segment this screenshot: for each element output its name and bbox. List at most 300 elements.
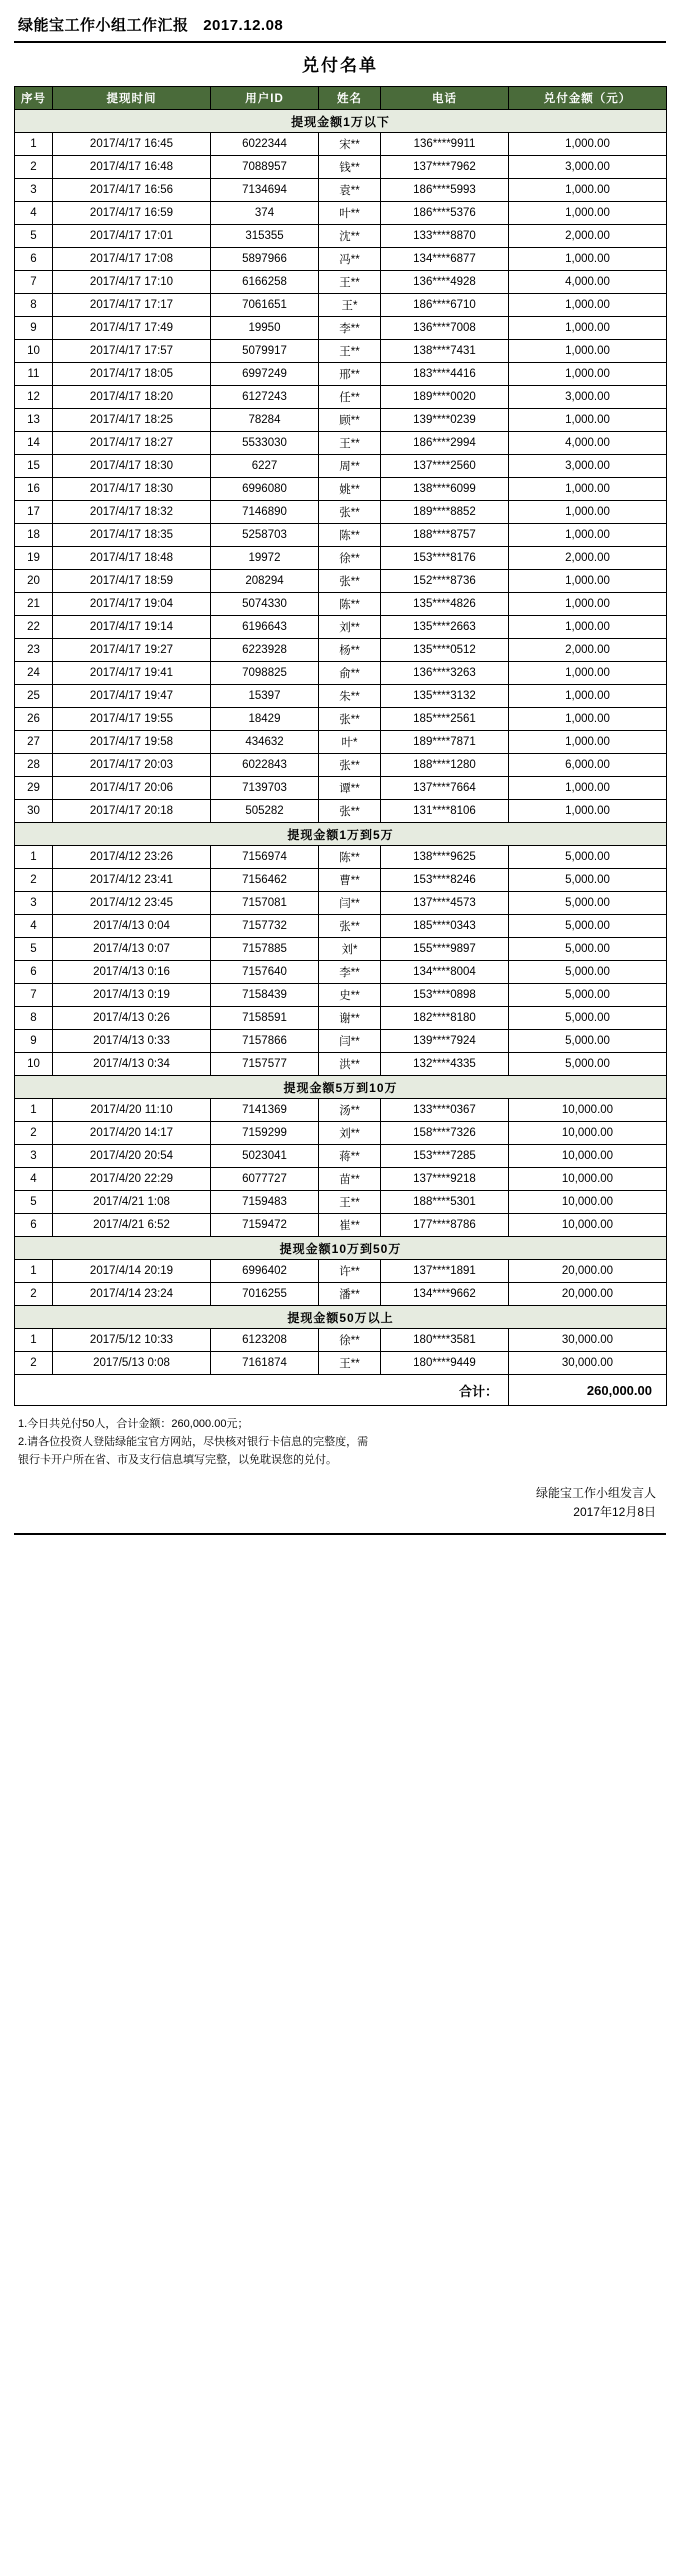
table-row	[15, 777, 667, 800]
row-index: 27	[15, 731, 53, 754]
row-index: 2	[15, 156, 53, 179]
row-index: 8	[15, 1007, 53, 1030]
row-time: 2017/4/17 18:30	[53, 478, 211, 501]
table-row	[15, 662, 667, 685]
row-time: 2017/4/17 17:08	[53, 248, 211, 271]
row-amount: 3,000.00	[509, 386, 667, 409]
row-index: 25	[15, 685, 53, 708]
row-time: 2017/4/17 19:58	[53, 731, 211, 754]
row-userid: 6166258	[211, 271, 319, 294]
row-index: 4	[15, 1168, 53, 1191]
row-userid: 7157732	[211, 915, 319, 938]
table-row	[15, 1283, 667, 1306]
row-time: 2017/4/12 23:45	[53, 892, 211, 915]
row-time: 2017/4/17 16:45	[53, 133, 211, 156]
row-index: 10	[15, 1053, 53, 1076]
table-row	[15, 340, 667, 363]
row-name: 沈**	[319, 225, 381, 248]
row-amount: 1,000.00	[509, 616, 667, 639]
table-row	[15, 1145, 667, 1168]
table-row	[15, 869, 667, 892]
table-row	[15, 409, 667, 432]
signature-date: 2017年12月8日	[573, 1505, 656, 1520]
row-time: 2017/4/17 19:04	[53, 593, 211, 616]
row-phone: 138****6099	[381, 478, 509, 501]
row-amount: 1,000.00	[509, 179, 667, 202]
table-row	[15, 1099, 667, 1122]
row-userid: 5533030	[211, 432, 319, 455]
row-amount: 1,000.00	[509, 133, 667, 156]
row-index: 17	[15, 501, 53, 524]
footer-divider	[14, 1533, 666, 1535]
table-row	[15, 179, 667, 202]
row-index: 2	[15, 869, 53, 892]
table-row	[15, 202, 667, 225]
row-userid: 7157866	[211, 1030, 319, 1053]
table-row	[15, 685, 667, 708]
row-phone: 183****4416	[381, 363, 509, 386]
row-time: 2017/4/17 17:49	[53, 317, 211, 340]
row-time: 2017/4/20 14:17	[53, 1122, 211, 1145]
row-userid: 434632	[211, 731, 319, 754]
table-row	[15, 570, 667, 593]
table-row	[15, 708, 667, 731]
row-time: 2017/4/20 22:29	[53, 1168, 211, 1191]
row-phone: 136****4928	[381, 271, 509, 294]
row-userid: 7157885	[211, 938, 319, 961]
row-amount: 10,000.00	[509, 1099, 667, 1122]
page-title: 兑付名单	[302, 56, 378, 75]
table-row	[15, 524, 667, 547]
row-index: 24	[15, 662, 53, 685]
row-userid: 6022344	[211, 133, 319, 156]
table-row	[15, 593, 667, 616]
section-label: 提现金额5万到10万	[15, 1076, 667, 1099]
row-time: 2017/4/14 20:19	[53, 1260, 211, 1283]
row-userid: 7161874	[211, 1352, 319, 1375]
table-header-row	[15, 87, 667, 110]
row-time: 2017/4/17 17:17	[53, 294, 211, 317]
row-phone: 131****8106	[381, 800, 509, 823]
row-time: 2017/4/21 1:08	[53, 1191, 211, 1214]
row-index: 30	[15, 800, 53, 823]
row-amount: 2,000.00	[509, 547, 667, 570]
row-time: 2017/4/13 0:16	[53, 961, 211, 984]
table-row	[15, 1007, 667, 1030]
row-index: 26	[15, 708, 53, 731]
header-divider	[14, 41, 666, 43]
row-phone: 137****1891	[381, 1260, 509, 1283]
row-amount: 1,000.00	[509, 777, 667, 800]
table-row	[15, 639, 667, 662]
table-row	[15, 1214, 667, 1237]
row-phone: 133****8870	[381, 225, 509, 248]
row-amount: 10,000.00	[509, 1145, 667, 1168]
row-phone: 134****8004	[381, 961, 509, 984]
row-name: 杨**	[319, 639, 381, 662]
row-phone: 134****9662	[381, 1283, 509, 1306]
row-index: 12	[15, 386, 53, 409]
row-name: 朱**	[319, 685, 381, 708]
row-phone: 180****3581	[381, 1329, 509, 1352]
row-amount: 3,000.00	[509, 455, 667, 478]
row-phone: 136****7008	[381, 317, 509, 340]
row-time: 2017/4/17 18:30	[53, 455, 211, 478]
row-phone: 135****2663	[381, 616, 509, 639]
row-name: 张**	[319, 570, 381, 593]
row-name: 王*	[319, 294, 381, 317]
row-amount: 3,000.00	[509, 156, 667, 179]
row-time: 2017/4/17 17:57	[53, 340, 211, 363]
row-userid: 7158591	[211, 1007, 319, 1030]
row-time: 2017/4/17 16:56	[53, 179, 211, 202]
row-amount: 1,000.00	[509, 340, 667, 363]
section-header-row	[15, 1237, 667, 1260]
row-phone: 186****5993	[381, 179, 509, 202]
table-row	[15, 1053, 667, 1076]
row-name: 顾**	[319, 409, 381, 432]
row-amount: 4,000.00	[509, 271, 667, 294]
row-phone: 186****5376	[381, 202, 509, 225]
row-index: 8	[15, 294, 53, 317]
row-phone: 186****6710	[381, 294, 509, 317]
row-time: 2017/4/17 19:55	[53, 708, 211, 731]
row-userid: 7157577	[211, 1053, 319, 1076]
row-time: 2017/4/13 0:04	[53, 915, 211, 938]
table-row	[15, 478, 667, 501]
row-time: 2017/4/13 0:19	[53, 984, 211, 1007]
table-row	[15, 455, 667, 478]
table-row	[15, 432, 667, 455]
row-amount: 1,000.00	[509, 409, 667, 432]
document-header	[14, 10, 666, 41]
row-userid: 315355	[211, 225, 319, 248]
row-userid: 7157640	[211, 961, 319, 984]
row-name: 闫**	[319, 1030, 381, 1053]
signature-org: 绿能宝工作小组发言人	[535, 1486, 656, 1501]
row-amount: 1,000.00	[509, 731, 667, 754]
row-phone: 135****4826	[381, 593, 509, 616]
row-userid: 6223928	[211, 639, 319, 662]
table-row	[15, 1260, 667, 1283]
row-index: 11	[15, 363, 53, 386]
row-userid: 7159483	[211, 1191, 319, 1214]
row-name: 苗**	[319, 1168, 381, 1191]
row-time: 2017/4/12 23:41	[53, 869, 211, 892]
table-row	[15, 363, 667, 386]
row-phone: 137****2560	[381, 455, 509, 478]
row-userid: 6123208	[211, 1329, 319, 1352]
row-name: 刘**	[319, 1122, 381, 1145]
row-amount: 5,000.00	[509, 869, 667, 892]
row-time: 2017/4/17 18:25	[53, 409, 211, 432]
row-index: 5	[15, 1191, 53, 1214]
row-time: 2017/4/17 18:59	[53, 570, 211, 593]
row-index: 14	[15, 432, 53, 455]
note-line-1: 1.今日共兑付50人，合计金额：260,000.00元；	[18, 1418, 249, 1430]
row-time: 2017/4/13 0:26	[53, 1007, 211, 1030]
row-name: 陈**	[319, 593, 381, 616]
table-row	[15, 754, 667, 777]
table-row	[15, 1122, 667, 1145]
row-time: 2017/4/17 16:59	[53, 202, 211, 225]
section-header-row	[15, 110, 667, 133]
row-name: 冯**	[319, 248, 381, 271]
row-phone: 153****8246	[381, 869, 509, 892]
row-name: 崔**	[319, 1214, 381, 1237]
row-index: 3	[15, 1145, 53, 1168]
row-name: 任**	[319, 386, 381, 409]
table-row	[15, 1030, 667, 1053]
row-name: 刘**	[319, 616, 381, 639]
total-label: 合计：	[15, 1375, 509, 1406]
row-userid: 6077727	[211, 1168, 319, 1191]
row-userid: 7157081	[211, 892, 319, 915]
table-row	[15, 501, 667, 524]
row-name: 闫**	[319, 892, 381, 915]
row-index: 7	[15, 984, 53, 1007]
row-index: 2	[15, 1122, 53, 1145]
row-time: 2017/4/17 19:47	[53, 685, 211, 708]
row-time: 2017/4/17 19:14	[53, 616, 211, 639]
row-index: 2	[15, 1352, 53, 1375]
table-row	[15, 1191, 667, 1214]
row-name: 李**	[319, 961, 381, 984]
row-phone: 139****0239	[381, 409, 509, 432]
row-phone: 134****6877	[381, 248, 509, 271]
row-time: 2017/4/13 0:07	[53, 938, 211, 961]
row-phone: 136****9911	[381, 133, 509, 156]
row-name: 徐**	[319, 547, 381, 570]
row-name: 王**	[319, 1191, 381, 1214]
row-userid: 7098825	[211, 662, 319, 685]
row-name: 王**	[319, 271, 381, 294]
table-row	[15, 1352, 667, 1375]
row-index: 6	[15, 248, 53, 271]
row-userid: 7016255	[211, 1283, 319, 1306]
row-phone: 137****7962	[381, 156, 509, 179]
row-time: 2017/4/17 18:48	[53, 547, 211, 570]
row-name: 宋**	[319, 133, 381, 156]
table-row	[15, 961, 667, 984]
row-phone: 153****8176	[381, 547, 509, 570]
row-amount: 5,000.00	[509, 984, 667, 1007]
row-name: 史**	[319, 984, 381, 1007]
row-userid: 505282	[211, 800, 319, 823]
row-phone: 189****7871	[381, 731, 509, 754]
row-userid: 6022843	[211, 754, 319, 777]
table-row	[15, 386, 667, 409]
table-row	[15, 938, 667, 961]
row-userid: 7158439	[211, 984, 319, 1007]
row-userid: 5897966	[211, 248, 319, 271]
row-time: 2017/4/17 17:01	[53, 225, 211, 248]
row-phone: 138****7431	[381, 340, 509, 363]
note-line-3: 银行卡开户所在省、市及支行信息填写完整，以免耽误您的兑付。	[18, 1454, 337, 1467]
row-index: 1	[15, 846, 53, 869]
table-row	[15, 984, 667, 1007]
row-userid: 6227	[211, 455, 319, 478]
row-phone: 188****1280	[381, 754, 509, 777]
row-name: 张**	[319, 754, 381, 777]
table-row	[15, 156, 667, 179]
row-time: 2017/4/20 11:10	[53, 1099, 211, 1122]
row-index: 21	[15, 593, 53, 616]
row-userid: 7159472	[211, 1214, 319, 1237]
row-amount: 5,000.00	[509, 1053, 667, 1076]
row-amount: 1,000.00	[509, 317, 667, 340]
row-amount: 1,000.00	[509, 501, 667, 524]
row-name: 邢**	[319, 363, 381, 386]
row-name: 汤**	[319, 1099, 381, 1122]
row-phone: 158****7326	[381, 1122, 509, 1145]
table-row	[15, 271, 667, 294]
row-index: 22	[15, 616, 53, 639]
row-time: 2017/4/13 0:34	[53, 1053, 211, 1076]
row-amount: 10,000.00	[509, 1214, 667, 1237]
row-phone: 135****0512	[381, 639, 509, 662]
table-row	[15, 892, 667, 915]
row-time: 2017/4/17 20:18	[53, 800, 211, 823]
table-row	[15, 317, 667, 340]
row-amount: 10,000.00	[509, 1168, 667, 1191]
total-value: 260,000.00	[509, 1375, 667, 1406]
row-time: 2017/4/17 19:41	[53, 662, 211, 685]
row-phone: 185****0343	[381, 915, 509, 938]
row-amount: 1,000.00	[509, 363, 667, 386]
row-userid: 7088957	[211, 156, 319, 179]
table-row	[15, 731, 667, 754]
row-phone: 180****9449	[381, 1352, 509, 1375]
row-name: 周**	[319, 455, 381, 478]
row-time: 2017/4/17 18:27	[53, 432, 211, 455]
row-index: 9	[15, 317, 53, 340]
column-header-phone: 电话	[381, 87, 509, 110]
row-name: 王**	[319, 1352, 381, 1375]
row-amount: 5,000.00	[509, 1030, 667, 1053]
row-index: 16	[15, 478, 53, 501]
row-phone: 137****7664	[381, 777, 509, 800]
column-header-amount: 兑付金额（元）	[509, 87, 667, 110]
payout-table	[14, 86, 667, 1406]
column-header-time: 提现时间	[53, 87, 211, 110]
row-name: 陈**	[319, 524, 381, 547]
row-index: 5	[15, 938, 53, 961]
row-amount: 1,000.00	[509, 800, 667, 823]
row-name: 张**	[319, 915, 381, 938]
row-index: 4	[15, 202, 53, 225]
row-amount: 1,000.00	[509, 593, 667, 616]
row-amount: 10,000.00	[509, 1122, 667, 1145]
row-userid: 5258703	[211, 524, 319, 547]
row-amount: 10,000.00	[509, 1191, 667, 1214]
row-userid: 18429	[211, 708, 319, 731]
row-name: 蒋**	[319, 1145, 381, 1168]
row-phone: 188****8757	[381, 524, 509, 547]
section-header-row	[15, 1076, 667, 1099]
row-time: 2017/4/17 20:06	[53, 777, 211, 800]
row-phone: 133****0367	[381, 1099, 509, 1122]
row-amount: 2,000.00	[509, 639, 667, 662]
row-index: 7	[15, 271, 53, 294]
row-phone: 152****8736	[381, 570, 509, 593]
total-row	[15, 1375, 667, 1406]
row-userid: 7156462	[211, 869, 319, 892]
row-index: 10	[15, 340, 53, 363]
header-date: 2017.12.08	[203, 17, 284, 34]
table-row	[15, 915, 667, 938]
row-index: 4	[15, 915, 53, 938]
row-name: 许**	[319, 1260, 381, 1283]
section-label: 提现金额1万到5万	[15, 823, 667, 846]
row-time: 2017/5/13 0:08	[53, 1352, 211, 1375]
row-index: 3	[15, 179, 53, 202]
row-userid: 5079917	[211, 340, 319, 363]
row-index: 29	[15, 777, 53, 800]
row-userid: 19950	[211, 317, 319, 340]
row-index: 9	[15, 1030, 53, 1053]
row-phone: 155****9897	[381, 938, 509, 961]
row-index: 1	[15, 1329, 53, 1352]
row-name: 潘**	[319, 1283, 381, 1306]
row-userid: 7139703	[211, 777, 319, 800]
row-name: 陈**	[319, 846, 381, 869]
row-phone: 132****4335	[381, 1053, 509, 1076]
row-amount: 20,000.00	[509, 1260, 667, 1283]
row-index: 28	[15, 754, 53, 777]
table-row	[15, 133, 667, 156]
row-amount: 6,000.00	[509, 754, 667, 777]
row-amount: 5,000.00	[509, 938, 667, 961]
row-userid: 5074330	[211, 593, 319, 616]
row-userid: 7146890	[211, 501, 319, 524]
column-header-userid: 用户ID	[211, 87, 319, 110]
row-index: 15	[15, 455, 53, 478]
column-header-index: 序号	[15, 87, 53, 110]
row-time: 2017/4/17 18:35	[53, 524, 211, 547]
row-time: 2017/4/17 16:48	[53, 156, 211, 179]
row-name: 俞**	[319, 662, 381, 685]
row-phone: 137****4573	[381, 892, 509, 915]
row-time: 2017/5/12 10:33	[53, 1329, 211, 1352]
row-phone: 189****0020	[381, 386, 509, 409]
row-userid: 7061651	[211, 294, 319, 317]
row-userid: 6996080	[211, 478, 319, 501]
row-userid: 15397	[211, 685, 319, 708]
row-phone: 136****3263	[381, 662, 509, 685]
row-phone: 139****7924	[381, 1030, 509, 1053]
signature-block	[14, 1472, 666, 1526]
row-amount: 1,000.00	[509, 294, 667, 317]
row-index: 3	[15, 892, 53, 915]
row-index: 1	[15, 1260, 53, 1283]
row-name: 姚**	[319, 478, 381, 501]
row-amount: 1,000.00	[509, 570, 667, 593]
row-name: 叶*	[319, 731, 381, 754]
row-name: 钱**	[319, 156, 381, 179]
row-index: 2	[15, 1283, 53, 1306]
row-amount: 1,000.00	[509, 202, 667, 225]
row-name: 曹**	[319, 869, 381, 892]
row-amount: 1,000.00	[509, 708, 667, 731]
row-index: 23	[15, 639, 53, 662]
row-amount: 1,000.00	[509, 478, 667, 501]
row-phone: 185****2561	[381, 708, 509, 731]
row-index: 5	[15, 225, 53, 248]
row-amount: 1,000.00	[509, 685, 667, 708]
column-header-name: 姓名	[319, 87, 381, 110]
table-row	[15, 547, 667, 570]
